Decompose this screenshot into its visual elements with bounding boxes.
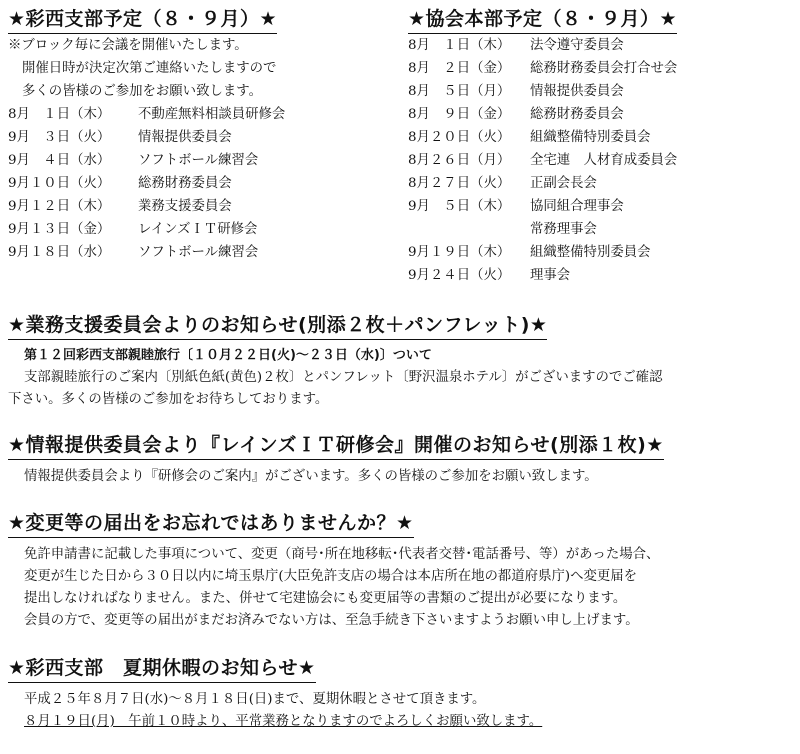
event-date: 9月１０日（火） [8, 176, 111, 191]
event-name: ソフトボール練習会 [138, 153, 259, 168]
event-name: ソフトボール練習会 [138, 245, 259, 260]
schedule-row [408, 103, 794, 126]
event-name: 情報提供委員会 [530, 84, 624, 99]
event-name: レインズＩＴ研修会 [138, 222, 258, 237]
event-name: 組織整備特別委員会 [530, 245, 651, 260]
event-name: 法令遵守委員会 [530, 38, 624, 53]
schedule-row [8, 149, 398, 172]
event-date: 9月 ４日（水） [8, 153, 111, 168]
branch-note: ※ブロック毎に会議を開催いたします。 [8, 38, 248, 53]
branch-note: 開催日時が決定次第ご連絡いたしますので [22, 61, 277, 76]
schedule-row [408, 264, 794, 287]
event-date: 9月１２日（木） [8, 199, 111, 214]
business-support-notice [8, 312, 794, 411]
schedule-row [408, 218, 794, 241]
branch-schedule [8, 6, 398, 264]
schedule-row [408, 34, 794, 57]
event-name: 業務支援委員会 [138, 199, 232, 214]
event-date: 8月 ９日（金） [408, 107, 511, 122]
event-date: 8月 １日（木） [8, 107, 111, 122]
event-date: 9月２４日（火） [408, 268, 511, 283]
schedule-row [408, 126, 794, 149]
event-name: 不動産無料相談員研修会 [138, 107, 286, 122]
schedule-row [8, 195, 398, 218]
schedule-row [8, 172, 398, 195]
event-date: 9月 ５日（木） [408, 199, 511, 214]
event-name: 総務財務委員会 [138, 176, 232, 191]
event-name: 総務財務委員会打合せ会 [530, 61, 678, 76]
schedule-row [8, 126, 398, 149]
event-date: 9月 ３日（火） [8, 130, 111, 145]
event-name: 常務理事会 [530, 222, 597, 237]
section-line: 免許申請書に記載した事項について、変更（商号･所在地移転･代表者交替･電話番号、等）があった場合、 [24, 547, 660, 562]
section-title: ★情報提供委員会より『レインズＩＴ研修会』開催のお知らせ(別添１枚)★ [8, 432, 664, 460]
schedule-row [408, 172, 794, 195]
section-line: 支部親睦旅行のご案内〔別紙色紙(黄色)２枚〕とパンフレット〔野沢温泉ホテル〕がございますのでご確認 [24, 370, 663, 385]
change-notification-notice [8, 510, 794, 632]
section-line: 会員の方で、変更等の届出がまだお済みでない方は、至急手続き下さいますようお願い申し上げます。 [24, 613, 639, 628]
section-title: ★彩西支部 夏期休暇のお知らせ★ [8, 655, 316, 683]
section-line: 平成２５年８月７日(水)～８月１８日(日)まで、夏期休暇とさせて頂きます。 [24, 692, 486, 707]
event-date: 9月１９日（木） [408, 245, 511, 260]
schedule-row [408, 241, 794, 264]
event-date: 9月１３日（金） [8, 222, 111, 237]
schedule-row [408, 57, 794, 80]
event-name: 正副会長会 [530, 176, 597, 191]
reins-it-notice [8, 432, 794, 488]
section-line: 情報提供委員会より『研修会のご案内』がございます。多くの皆様のご参加をお願い致します。 [24, 469, 598, 484]
event-date [408, 218, 530, 241]
schedule-row [408, 80, 794, 103]
section-line: ８月１９日(月) 午前１０時より、平常業務となりますのでよろしくお願い致します。 [24, 714, 543, 729]
trip-subtitle: 第１２回彩西支部親睦旅行〔１０月２２日(火)～２３日（水)〕ついて [24, 348, 432, 363]
event-date: 8月 ２日（金） [408, 61, 511, 76]
summer-holiday-notice [8, 655, 794, 733]
event-date: 8月２０日（火） [408, 130, 511, 145]
branch-note: 多くの皆様のご参加をお願い致します。 [22, 84, 262, 99]
event-date: 9月１８日（水） [8, 245, 111, 260]
section-line: 提出しなければなりません。また、併せて宅建協会にも変更届等の書類のご提出が必要になります。 [24, 591, 627, 606]
schedule-row [8, 103, 398, 126]
event-name: 理事会 [530, 268, 571, 283]
section-line: 下さい。多くの皆様のご参加をお待ちしております。 [8, 392, 329, 407]
event-date: 8月２６日（月） [408, 153, 511, 168]
event-name: 全宅連 人材育成委員会 [530, 153, 678, 168]
hq-schedule [408, 6, 794, 287]
section-line: 変更が生じた日から３０日以内に埼玉県庁(大臣免許支店の場合は本店所在地の都道府県庁)へ変更届を [24, 569, 638, 584]
branch-schedule-title: ★彩西支部予定（８・９月）★ [8, 6, 277, 34]
schedule-row [408, 149, 794, 172]
schedule-row [8, 241, 398, 264]
section-title: ★業務支援委員会よりのお知らせ(別添２枚＋パンフレット)★ [8, 312, 547, 340]
event-date: 8月 ５日（月） [408, 84, 511, 99]
schedule-row [408, 195, 794, 218]
hq-schedule-title: ★協会本部予定（８・９月）★ [408, 6, 677, 34]
event-name: 組織整備特別委員会 [530, 130, 651, 145]
event-name: 協同組合理事会 [530, 199, 624, 214]
event-name: 情報提供委員会 [138, 130, 232, 145]
event-name: 総務財務委員会 [530, 107, 624, 122]
event-date: 8月 １日（木） [408, 38, 511, 53]
section-title: ★変更等の届出をお忘れではありませんか？★ [8, 510, 414, 538]
schedule-row [8, 218, 398, 241]
event-date: 8月２７日（火） [408, 176, 511, 191]
